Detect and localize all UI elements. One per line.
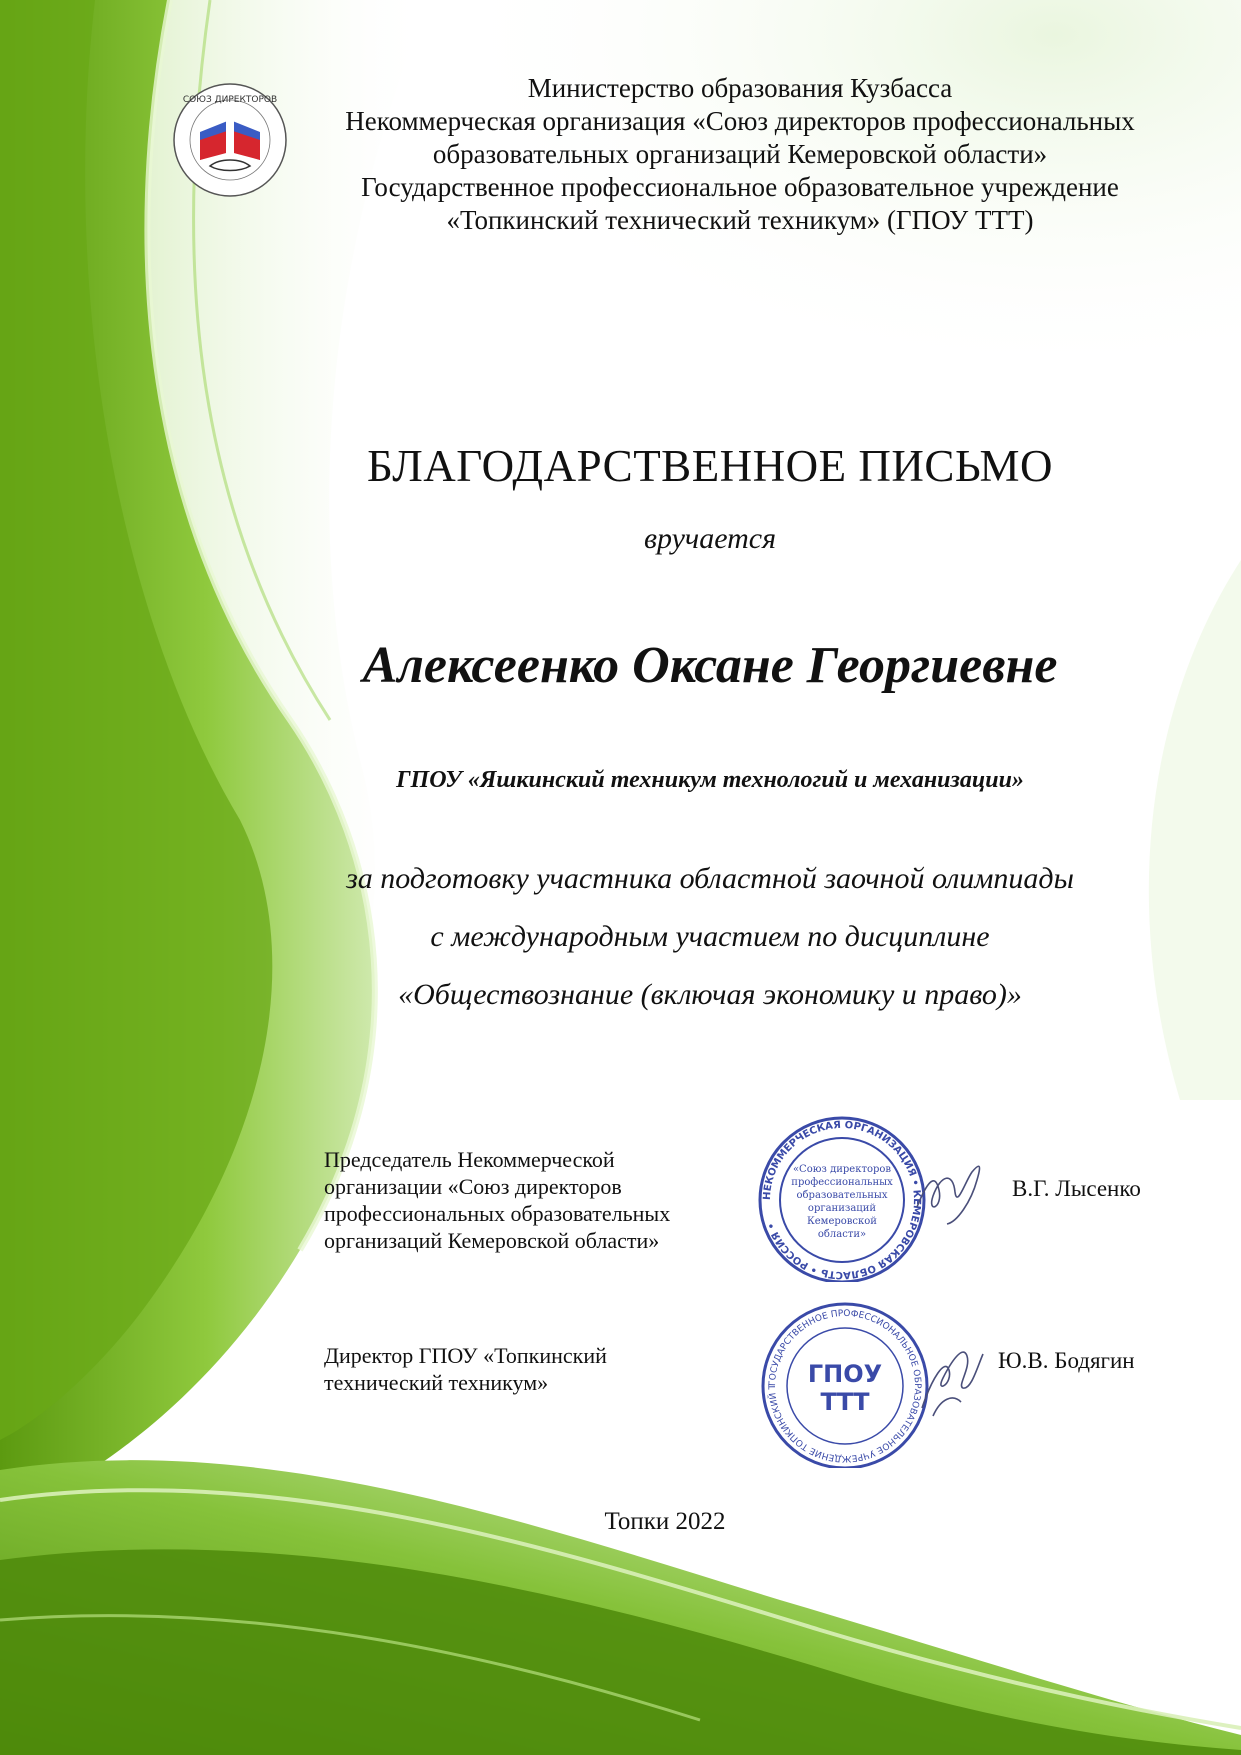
svg-text:области»: области»	[817, 1229, 867, 1240]
signatory-name-director: Ю.В. Бодягин	[998, 1348, 1135, 1373]
reason-line: с международным участием по дисциплине	[430, 920, 990, 953]
signatory-role-chairman: Председатель Некоммерческой организации «Союз директоров профессиональных образовательных организаций Кемеровской области»	[324, 1147, 671, 1253]
handwritten-signature-1	[917, 1166, 980, 1224]
reason-line: за подготовку участника областной заочной олимпиады	[346, 862, 1074, 895]
signatory-name-chairman: В.Г. Лысенко	[1012, 1176, 1141, 1201]
svg-text:«Союз директоров: «Союз директоров	[792, 1164, 892, 1175]
issuer-header	[290, 72, 1190, 237]
recipient-organization: ГПОУ «Яшкинский техникум технологий и механизации»	[396, 767, 1024, 793]
signatory-role-director: Директор ГПОУ «Топкинский технический техникум»	[324, 1343, 607, 1395]
header-line: Министерство образования Кузбасса	[527, 73, 953, 103]
header-line: Некоммерческая организация «Союз директоров профессиональных	[345, 106, 1135, 136]
award-reason	[260, 850, 1160, 1024]
svg-text:ГОСУДАРСТВЕННОЕ ПРОФЕССИОНАЛЬН: ГОСУДАРСТВЕННОЕ ПРОФЕССИОНАЛЬНОЕ ОБРАЗОВАТЕЛЬНОЕ УЧРЕЖДЕНИЕ ТОПКИНСКИЙ Т	[767, 1308, 923, 1464]
union-of-directors-logo	[170, 80, 290, 200]
svg-text:Кемеровской: Кемеровской	[807, 1216, 877, 1227]
recipient-name: Алексеенко Оксане Георгиевне	[362, 637, 1058, 694]
svg-text:СОЮЗ ДИРЕКТОРОВ: СОЮЗ ДИРЕКТОРОВ	[182, 95, 278, 105]
header-line: образовательных организаций Кемеровской области»	[432, 139, 1048, 169]
svg-text:образовательных: образовательных	[796, 1190, 888, 1201]
svg-text:ТТТ: ТТТ	[820, 1388, 870, 1416]
reason-line: «Обществознание (включая экономику и право)»	[398, 978, 1022, 1011]
svg-text:профессиональных: профессиональных	[791, 1177, 893, 1188]
stamp-signature-block-director	[757, 1298, 1052, 1468]
handed-to-label: вручается	[643, 522, 777, 555]
header-line: Государственное профессиональное образовательное учреждение	[361, 172, 1119, 202]
document-title: БЛАГОДАРСТВЕННОЕ ПИСЬМО	[367, 441, 1053, 491]
svg-text:организаций: организаций	[807, 1203, 877, 1214]
place-and-year: Топки 2022	[604, 1508, 726, 1535]
round-stamp-gpou-ttt	[757, 1298, 1052, 1468]
handwritten-signature-2	[922, 1352, 983, 1416]
svg-text:НЕКОММЕРЧЕСКАЯ ОРГАНИЗАЦИЯ • К: НЕКОММЕРЧЕСКАЯ ОРГАНИЗАЦИЯ • КЕМЕРОВСКАЯ ОБЛАСТЬ • РОССИЯ •	[761, 1119, 923, 1281]
header-line: «Топкинский технический техникум» (ГПОУ ТТТ)	[446, 205, 1034, 235]
svg-text:ГПОУ: ГПОУ	[807, 1360, 883, 1388]
